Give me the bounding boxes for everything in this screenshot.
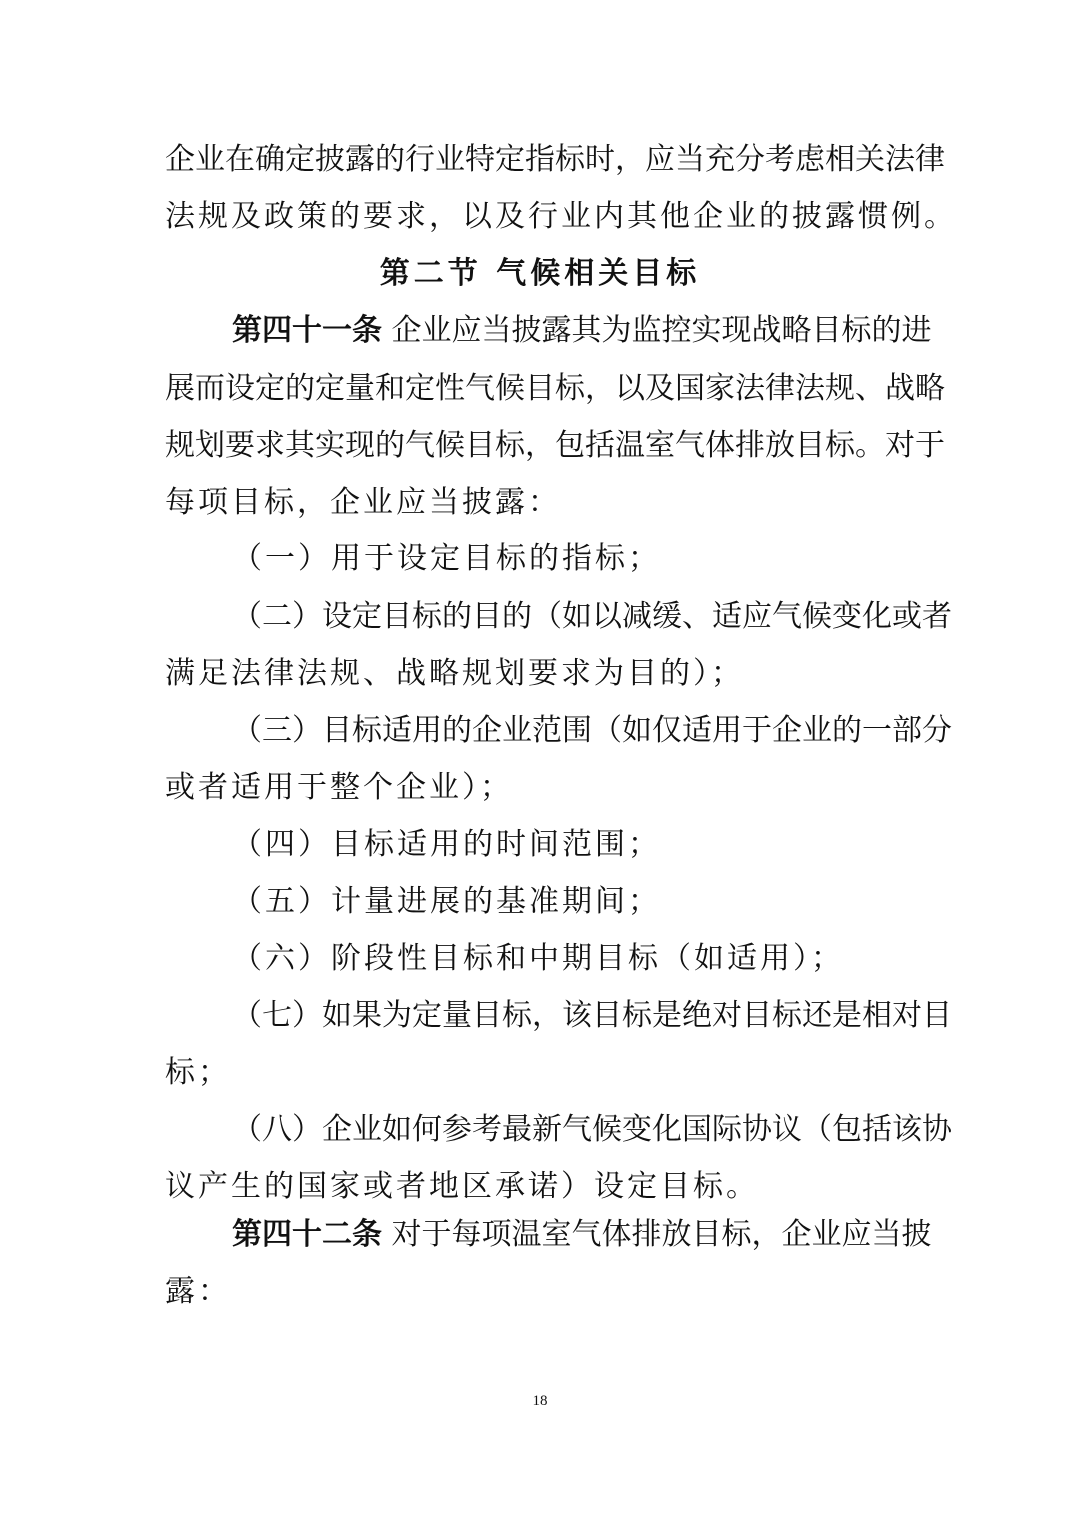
article-42-first-line <box>232 1206 932 1264</box>
list-item: （六）阶段性目标和中期目标（如适用）； <box>232 941 844 976</box>
body-line: 展而设定的定量和定性气候目标，以及国家法律法规、战略 <box>165 371 945 406</box>
page-number: 18 <box>532 1393 548 1409</box>
section-title: 第二节 气候相关目标 <box>379 256 701 291</box>
list-item: （一）用于设定目标的指标； <box>232 541 661 576</box>
list-item-continuation: 议产生的国家或者地区承诺）设定目标。 <box>165 1169 759 1204</box>
list-item: （三）目标适用的企业范围（如仅适用于企业的一部分 <box>232 713 952 748</box>
article-42-text: 对于每项温室气体排放目标，企业应当披 <box>391 1217 932 1252</box>
article-42-label: 第四十二条 <box>232 1217 382 1252</box>
list-item: （八）企业如何参考最新气候变化国际协议（包括该协 <box>232 1112 952 1147</box>
list-item: （四）目标适用的时间范围； <box>232 827 661 862</box>
body-line: 露： <box>165 1274 231 1309</box>
list-item-continuation: 满足法律法规、战略规划要求为目的）； <box>165 656 744 691</box>
body-line: 法规及政策的要求，以及行业内其他企业的披露惯例。 <box>165 199 957 234</box>
article-41-text: 企业应当披露其为监控实现战略目标的进 <box>391 313 932 348</box>
body-line: 规划要求其实现的气候目标，包括温室气体排放目标。对于 <box>165 428 945 463</box>
list-item: （七）如果为定量目标，该目标是绝对目标还是相对目 <box>232 998 952 1033</box>
list-item: （二）设定目标的目的（如以减缓、适应气候变化或者 <box>232 599 952 634</box>
list-item-continuation: 标； <box>165 1055 231 1090</box>
list-item: （五）计量进展的基准期间； <box>232 884 661 919</box>
list-item-continuation: 或者适用于整个企业）； <box>165 770 513 805</box>
article-41-first-line <box>232 302 932 360</box>
article-41-label: 第四十一条 <box>232 313 382 348</box>
body-line: 每项目标，企业应当披露： <box>165 485 561 520</box>
body-line: 企业在确定披露的行业特定指标时，应当充分考虑相关法律 <box>165 142 945 177</box>
